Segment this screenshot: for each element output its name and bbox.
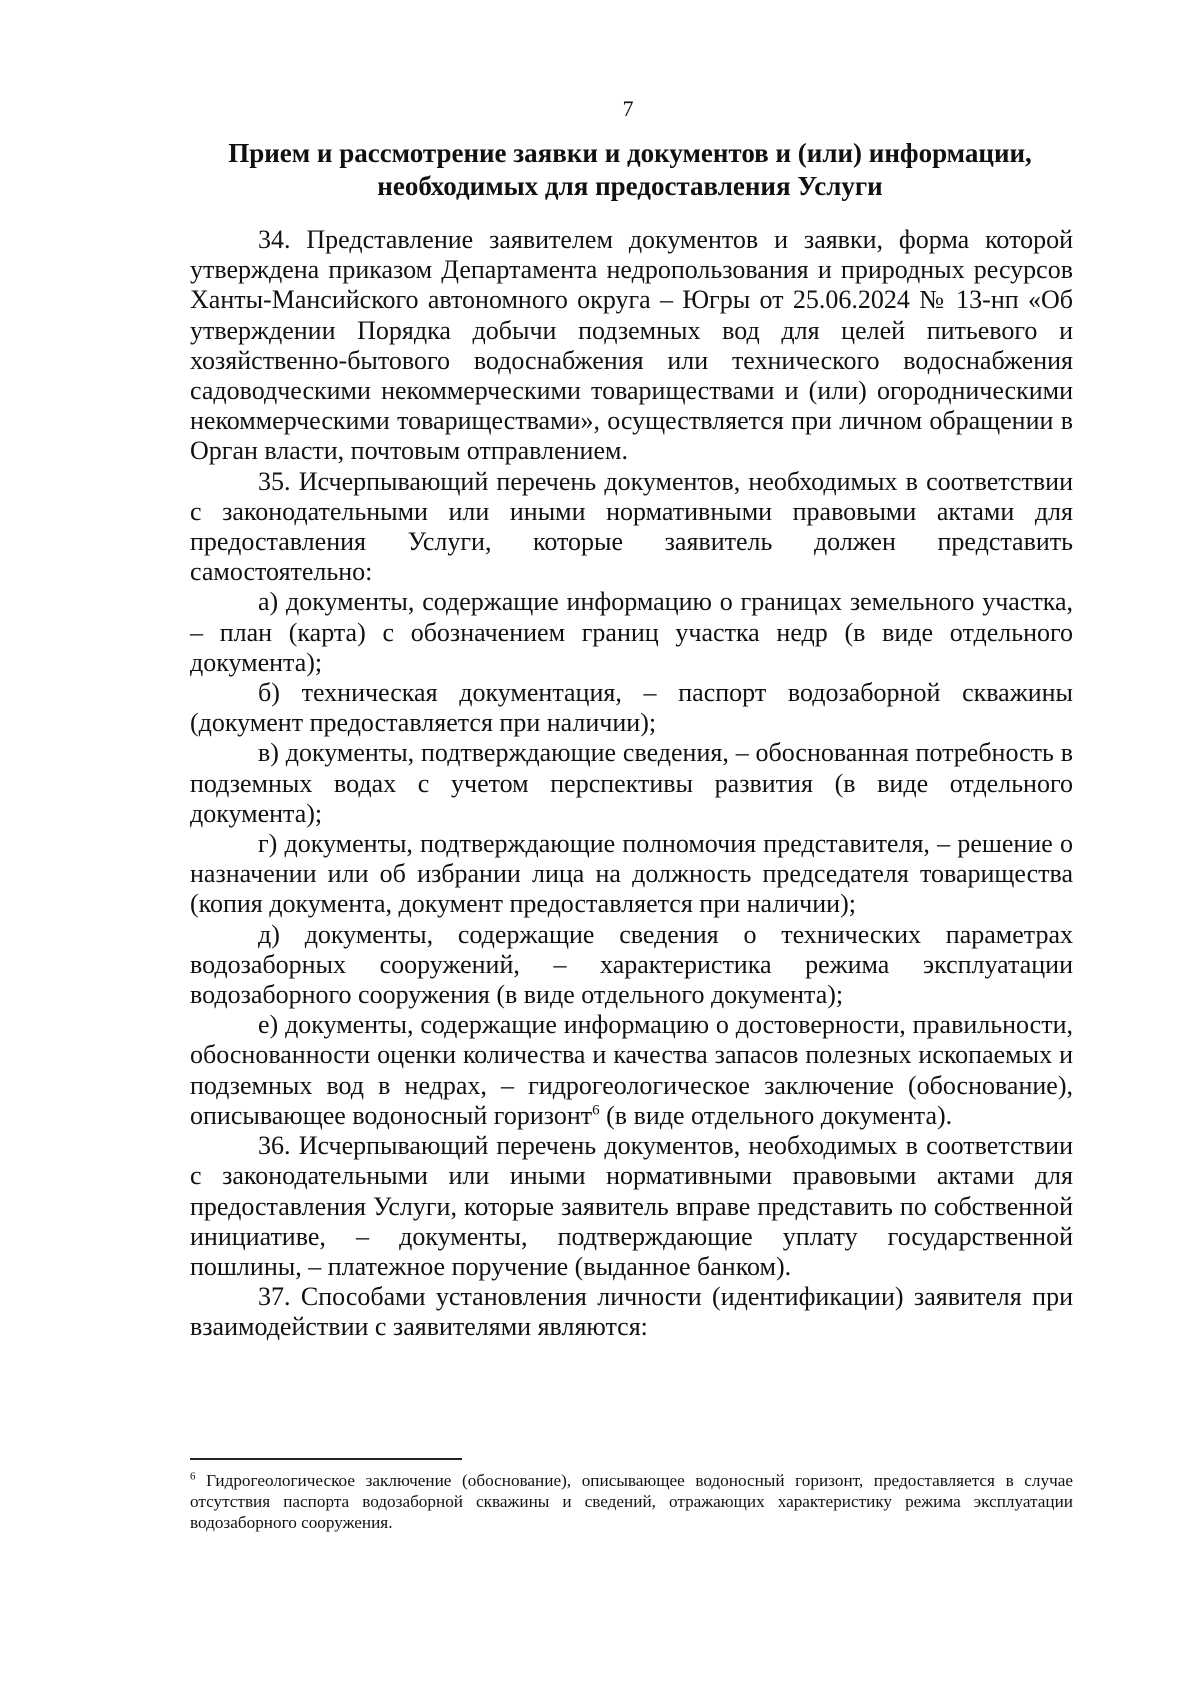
paragraph-34: 34. Представление заявителем документов и заявки, форма которой утверждена приказом Департамента недропользования и природных ресурсов Ханты-Мансийского автономного округа – Югры от 25.06.2024 № 13-нп «Об утверждении Порядка добычи подземных вод для целей питьевого и хозяйственно-бытового водоснабжения или технического водоснабжения садоводческими некоммерческими товариществами и (или) огородническими некоммерческими товариществами», осуществляется при личном обращении в Орган власти, почтовым отправлением. (190, 225, 1073, 466)
paragraph-35-d: д) документы, содержащие сведения о технических параметрах водозаборных сооружений, – характеристика режима эксплуатации водозаборного сооружения (в виде отдельного документа); (190, 919, 1073, 1010)
paragraph-35-g: г) документы, подтверждающие полномочия представителя, – решение о назначении или об избрании лица на должность председателя товарищества (копия документа, документ предоставляется при наличии); (190, 829, 1073, 919)
paragraph-35-e-text-end: (в виде отдельного документа). (599, 1100, 953, 1130)
footnote-reference: 6 (592, 1102, 600, 1119)
paragraph-35-v: в) документы, подтверждающие сведения, – обоснованная потребность в подземных водах с учетом перспективы развития (в виде отдельного документа); (190, 738, 1073, 828)
footnote-marker: 6 (190, 1470, 196, 1483)
page-number: 7 (622, 96, 634, 121)
paragraph-35-e (190, 1010, 1073, 1131)
footnote-separator (190, 1458, 462, 1460)
section-heading-line-1: Прием и рассмотрение заявки и документов и (или) информации, (228, 138, 1032, 168)
paragraph-35-b: б) техническая документация, – паспорт водозаборной скважины (документ предоставляется при наличии); (190, 678, 1073, 738)
paragraph-36: 36. Исчерпывающий перечень документов, необходимых в соответствии с законодательными или иными нормативными правовыми актами для предоставления Услуги, которые заявитель вправе представить по собственной инициативе, – документы, подтверждающие уплату государственной пошлины, – платежное поручение (выданное банком). (190, 1131, 1073, 1281)
body-text (190, 225, 1073, 1343)
paragraph-37: 37. Способами установления личности (идентификации) заявителя при взаимодействии с заявителями являются: (190, 1282, 1073, 1342)
section-heading-line-2: необходимых для предоставления Услуги (377, 171, 883, 201)
footnote (190, 1470, 1073, 1533)
paragraph-35: 35. Исчерпывающий перечень документов, необходимых в соответствии с законодательными или иными нормативными правовыми актами для предоставления Услуги, которые заявитель должен представить самостоятельно: (190, 466, 1073, 587)
footnote-text: Гидрогеологическое заключение (обоснование), описывающее водоносный горизонт, предоставляется в случае отсутствия паспорта водозаборной скважины и сведений, отражающих характеристику режима эксплуатации водозаборного сооружения. (190, 1471, 1073, 1532)
paragraph-35-e-text: е) документы, содержащие информацию о достоверности, правильности, обоснованности оценки количества и качества запасов полезных ископаемых и подземных вод в недрах, – гидрогеологическое заключение (обоснование), описывающее водоносный горизонт (190, 1010, 1073, 1130)
section-heading (180, 137, 1080, 203)
paragraph-35-a: а) документы, содержащие информацию о границах земельного участка, – план (карта) с обозначением границ участка недр (в виде отдельного документа); (190, 587, 1073, 677)
